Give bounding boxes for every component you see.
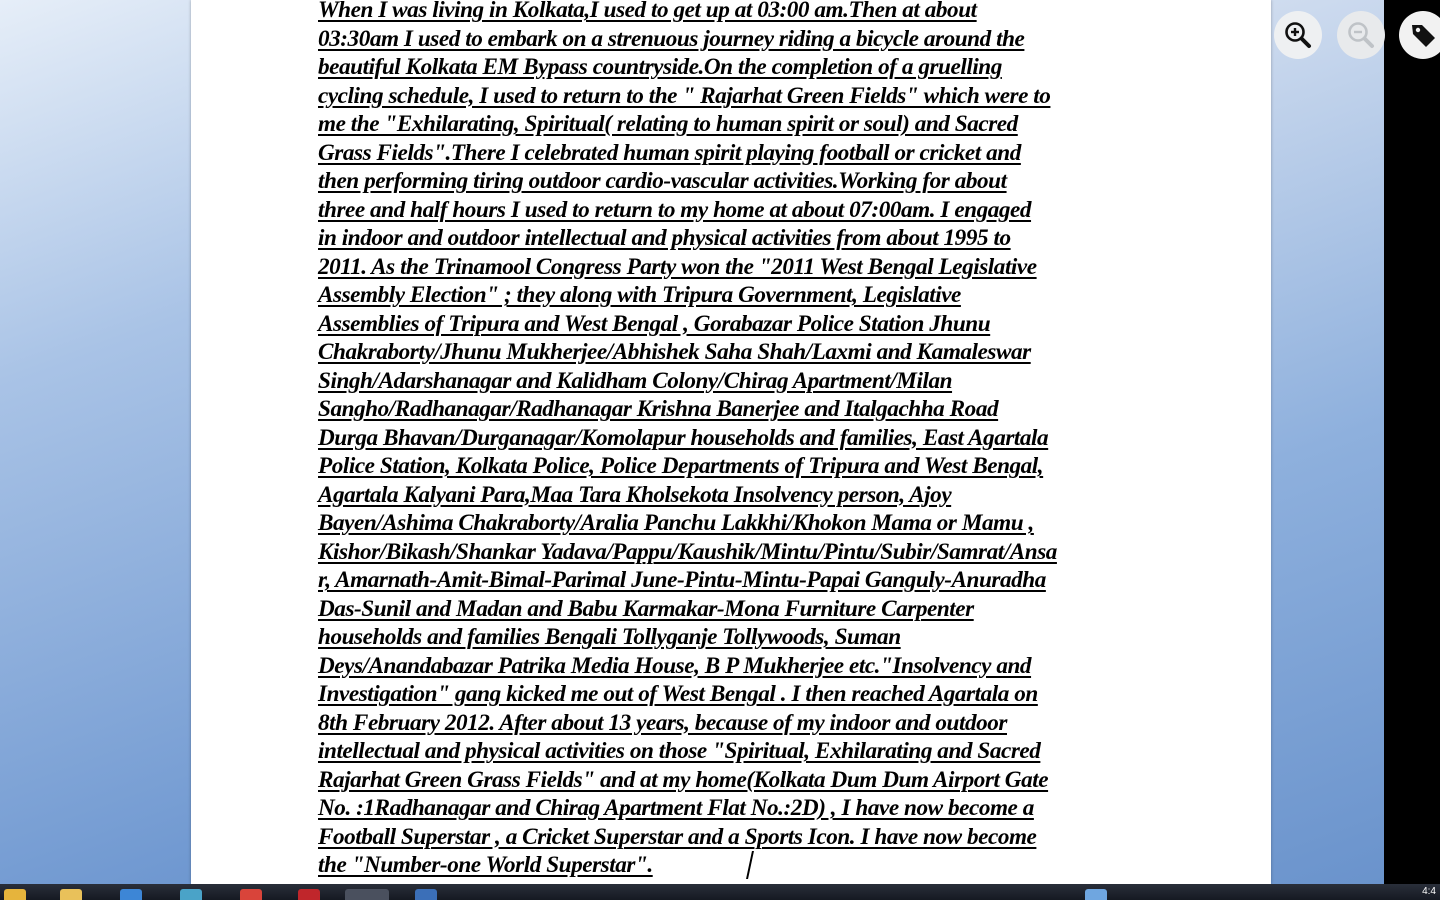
text-line: Chakraborty/Jhunu Mukherjee/Abhishek Saha Shah/Laxmi and Kamaleswar: [318, 339, 1031, 365]
text-line: me the "Exhilarating, Spiritual( relating to human spirit or soul) and Sacred: [318, 111, 1018, 137]
zoom-out-icon: [1346, 20, 1376, 50]
app-icon[interactable]: [180, 889, 202, 900]
text-line: the "Number-one World Superstar".: [318, 852, 653, 878]
text-line: 8th February 2012. After about 13 years, because of my indoor and outdoor: [318, 709, 1007, 736]
taskbar: [0, 884, 1440, 900]
zoom-in-icon: [1283, 20, 1313, 50]
text-line: Singh/Adarshanagar and Kalidham Colony/Chirag Apartment/Milan: [318, 367, 953, 394]
text-line: Durga Bhavan/Durganagar/Komolapur households and families, East Agartala: [318, 424, 1049, 451]
text-line: Investigation" gang kicked me out of West Bengal . I then reached Agartala on: [318, 681, 1038, 707]
desktop-background-right: [1271, 0, 1384, 884]
text-line: then performing tiring outdoor cardio-vascular activities.Working for about: [318, 168, 1007, 194]
text-line: Assemblies of Tripura and West Bengal , Gorabazar Police Station Jhunu: [318, 310, 991, 337]
text-line: in indoor and outdoor intellectual and physical activities from about 1995 to: [318, 225, 1011, 251]
text-line: When I was living in Kolkata,I used to get up at 03:00 am.Then at about: [318, 0, 977, 23]
start-icon[interactable]: [4, 889, 26, 900]
text-line: Bayen/Ashima Chakraborty/Aralia Panchu Lakkhi/Khokon Mama or Mamu ,: [318, 510, 1034, 536]
desktop-background-left: [0, 0, 191, 884]
word-icon[interactable]: [345, 889, 389, 900]
text-line: 03:30am I used to embark on a strenuous journey riding a bicycle around the: [318, 25, 1025, 52]
text-line: Sangho/Radhanagar/Radhanagar Krishna Banerjee and Italgachha Road: [318, 396, 999, 422]
text-line: Das-Sunil and Madan and Babu Karmakar-Mona Furniture Carpenter: [318, 595, 974, 622]
side-panel: [1384, 0, 1440, 884]
text-line: No. :1Radhanagar and Chirag Apartment Flat No.:2D) , I have now become a: [318, 795, 1034, 821]
text-line: Police Station, Kolkata Police, Police Departments of Tripura and West Bengal,: [318, 453, 1044, 479]
text-line: households and families Bengali Tollyganje Tollywoods, Suman: [318, 624, 901, 650]
browser-icon[interactable]: [120, 889, 142, 900]
tag-button[interactable]: [1399, 11, 1440, 59]
chrome-icon[interactable]: [240, 889, 262, 900]
text-line: cycling schedule, I used to return to the " Rajarhat Green Fields" which were to: [318, 82, 1051, 109]
zoom-in-button[interactable]: [1274, 11, 1322, 59]
text-line: Rajarhat Green Grass Fields" and at my home(Kolkata Dum Dum Airport Gate: [318, 766, 1049, 793]
tag-icon: [1408, 20, 1438, 50]
document-page[interactable]: [191, 0, 1271, 884]
text-line: Grass Fields".There I celebrated human spirit playing football or cricket and: [318, 139, 1021, 166]
folder-icon[interactable]: [60, 889, 82, 900]
tray-icon[interactable]: [1085, 889, 1107, 900]
media-icon[interactable]: [415, 889, 437, 900]
document-body[interactable]: [318, 0, 1148, 880]
text-line: beautiful Kolkata EM Bypass countryside.On the completion of a gruelling: [318, 54, 1002, 80]
text-line: Football Superstar , a Cricket Superstar and a Sports Icon. I have now become: [318, 823, 1037, 850]
text-line: r, Amarnath-Amit-Bimal-Parimal June-Pintu-Mintu-Papai Ganguly-Anuradha: [318, 567, 1046, 593]
text-line: Deys/Anandabazar Patrika Media House, B P Mukherjee etc."Insolvency and: [318, 652, 1032, 679]
text-line: Assembly Election" ; they along with Tripura Government, Legislative: [318, 282, 961, 308]
text-line: Agartala Kalyani Para,Maa Tara Kholsekota Insolvency person, Ajoy: [318, 481, 952, 508]
clock: 4:4: [1422, 886, 1436, 897]
opera-icon[interactable]: [298, 889, 320, 900]
text-line: three and half hours I used to return to my home at about 07:00am. I engaged: [318, 196, 1032, 223]
text-line: intellectual and physical activities on those "Spiritual, Exhilarating and Sacred: [318, 738, 1041, 764]
zoom-out-button[interactable]: [1337, 11, 1385, 59]
text-line: 2011. As the Trinamool Congress Party won the "2011 West Bengal Legislative: [318, 253, 1037, 280]
text-line: Kishor/Bikash/Shankar Yadava/Pappu/Kaushik/Mintu/Pintu/Subir/Samrat/Ansa: [318, 538, 1057, 565]
